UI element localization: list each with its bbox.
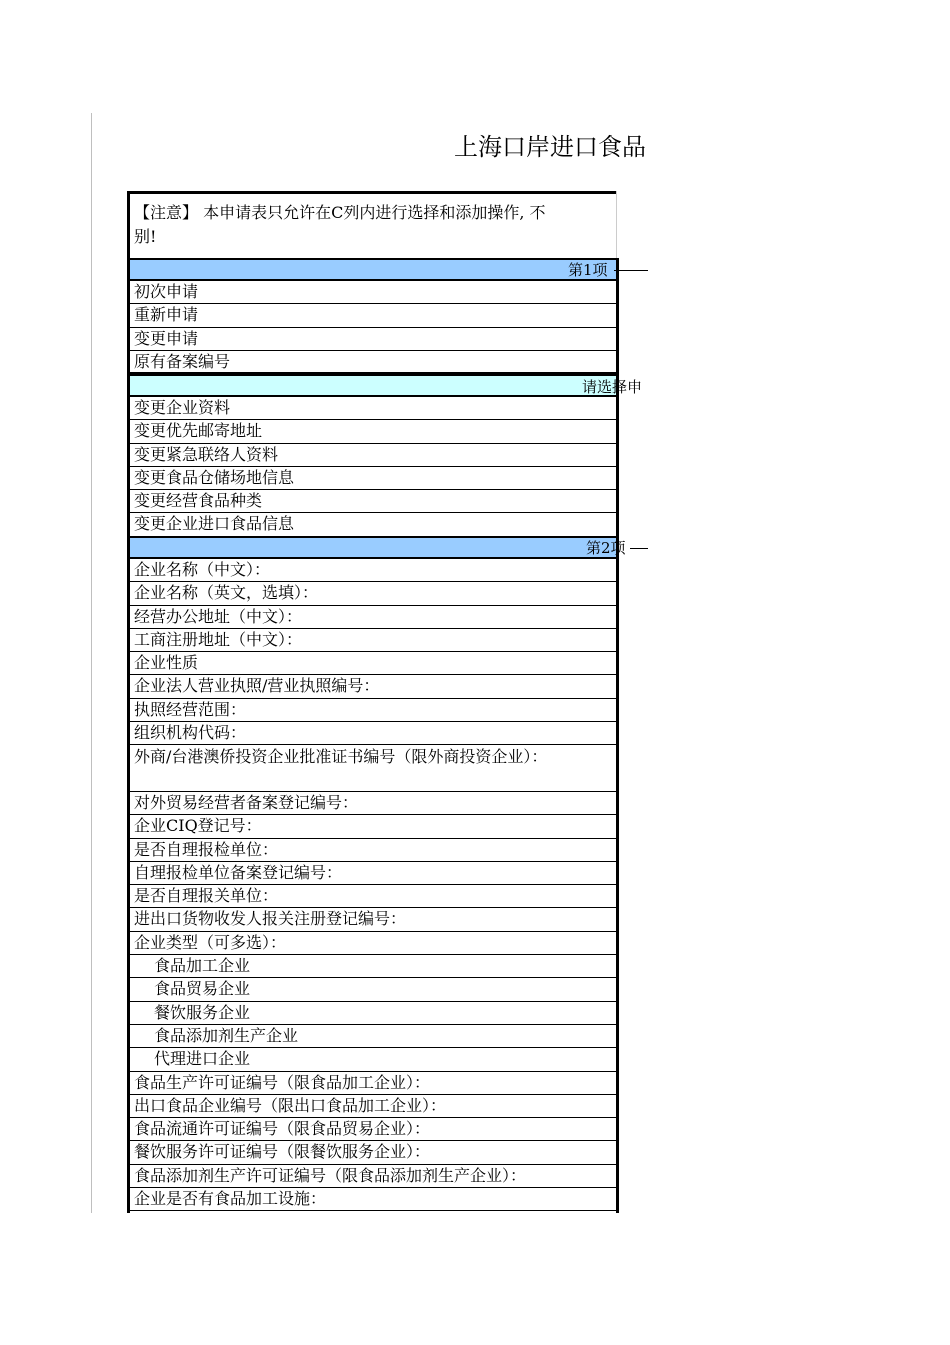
form-row: 变更申请	[127, 328, 619, 351]
section1-list	[127, 281, 619, 374]
notice-overflow-cell	[616, 191, 622, 259]
form-row: 变更紧急联络人资料	[127, 444, 619, 467]
form-row: 食品生产许可证编号（限食品加工企业）：	[127, 1072, 619, 1095]
subsection-list	[127, 397, 619, 537]
form-row: 出口食品企业编号（限出口食品加工企业）：	[127, 1095, 619, 1118]
form-row: 外商/台港澳侨投资企业批准证书编号（限外商投资企业）：	[127, 745, 619, 792]
form-row: 工商注册地址（中文）：	[127, 629, 619, 652]
form-row: 代理进口企业	[127, 1048, 619, 1071]
form-row: 执照经营范围：	[127, 699, 619, 722]
form-row: 变更食品仓储场地信息	[127, 467, 619, 490]
section2-connector-line	[630, 548, 648, 549]
form-row: 对外贸易经营者备案登记编号：	[127, 792, 619, 815]
form-row: 是否自理报关单位：	[127, 885, 619, 908]
form-row: 变更企业资料	[127, 397, 619, 420]
section2-label: 第2项	[586, 539, 626, 557]
form-row: 企业类型（可多选）：	[127, 932, 619, 955]
section2-band	[127, 536, 619, 559]
form-row: 重新申请	[127, 304, 619, 327]
form-row: 变更经营食品种类	[127, 490, 619, 513]
form-row: 企业法人营业执照/营业执照编号：	[127, 675, 619, 698]
form-row: 食品添加剂生产企业	[127, 1025, 619, 1048]
form-row: 企业性质	[127, 652, 619, 675]
form-row: 食品加工企业	[127, 955, 619, 978]
form-row: 经营办公地址（中文）：	[127, 606, 619, 629]
notice-text: 【注意】 本申请表只允许在C列内进行选择和添加操作, 不 别!	[134, 203, 546, 246]
form-row: 初次申请	[127, 281, 619, 304]
form-row: 企业是否有食品加工设施：	[127, 1188, 619, 1211]
subsection-label: 请选择申	[582, 378, 643, 396]
page-title: 上海口岸进口食品	[454, 133, 646, 161]
form-row: 原有备案编号	[127, 351, 619, 374]
section1-label: 第1项	[568, 261, 608, 279]
section1-connector-line	[614, 270, 648, 271]
section2-list	[127, 559, 619, 1211]
form-row: 变更企业进口食品信息	[127, 513, 619, 536]
form-row: 组织机构代码：	[127, 722, 619, 745]
form-row: 食品流通许可证编号（限食品贸易企业）：	[127, 1118, 619, 1141]
form-row: 食品贸易企业	[127, 978, 619, 1001]
form-row: 自理报检单位备案登记编号：	[127, 862, 619, 885]
form-row: 餐饮服务企业	[127, 1002, 619, 1025]
form-row: 食品添加剂生产许可证编号（限食品添加剂生产企业）：	[127, 1165, 619, 1188]
subsection-band	[127, 374, 619, 397]
form-row: 变更优先邮寄地址	[127, 420, 619, 443]
section1-band	[127, 258, 619, 281]
notice-top-border	[127, 191, 619, 194]
form-row: 企业CIQ登记号：	[127, 815, 619, 838]
form-row: 餐饮服务许可证编号（限餐饮服务企业）：	[127, 1141, 619, 1164]
form-row: 企业名称（英文，选填）：	[127, 582, 619, 605]
form-row: 企业名称（中文）：	[127, 559, 619, 582]
form-row: 是否自理报检单位：	[127, 839, 619, 862]
form-row: 进出口货物收发人报关注册登记编号：	[127, 908, 619, 931]
page-left-rule	[91, 113, 92, 1213]
